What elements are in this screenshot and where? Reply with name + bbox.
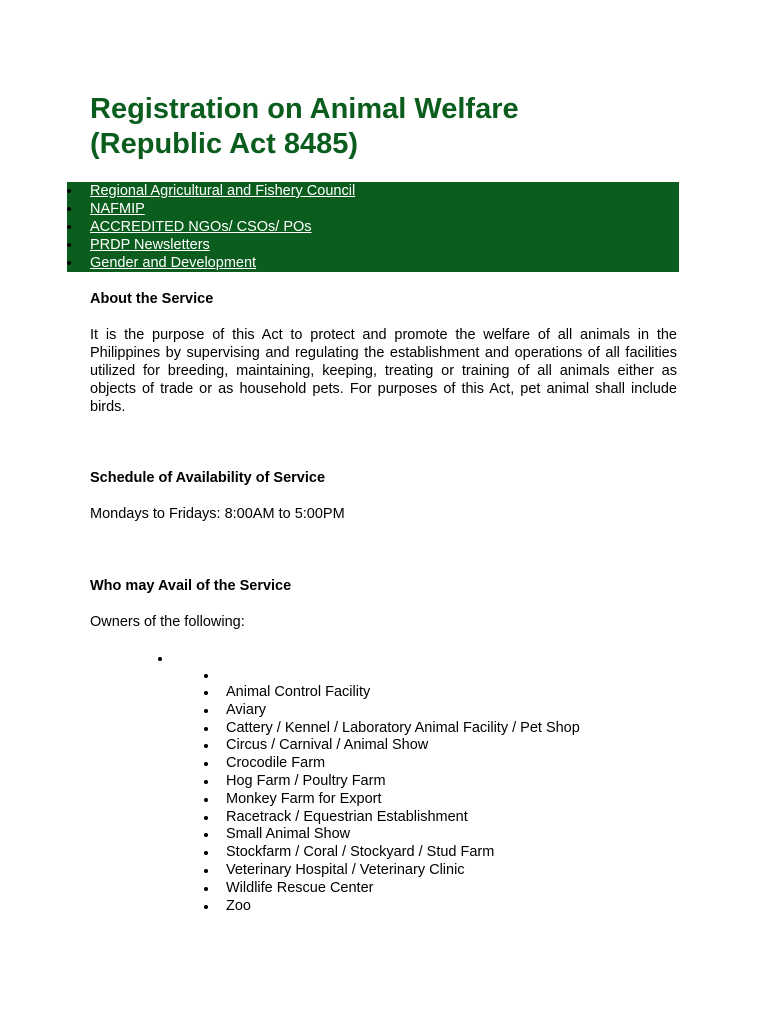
empty-bullet-inner bbox=[204, 674, 208, 678]
nav-item bbox=[67, 182, 679, 200]
list-item: Circus / Carnival / Animal Show bbox=[200, 737, 580, 755]
nav-link-regional-agricultural-council[interactable]: Regional Agricultural and Fishery Council bbox=[90, 183, 356, 199]
about-heading: About the Service bbox=[90, 291, 214, 307]
schedule-heading: Schedule of Availability of Service bbox=[90, 470, 326, 486]
nav-link-nafmip[interactable]: NAFMIP bbox=[90, 201, 145, 217]
nav-item bbox=[67, 254, 679, 272]
list-item: Racetrack / Equestrian Establishment bbox=[200, 809, 580, 827]
list-item: Stockfarm / Coral / Stockyard / Stud Farm bbox=[200, 844, 580, 862]
list-item: Cattery / Kennel / Laboratory Animal Facility / Pet Shop bbox=[200, 720, 580, 738]
list-item: Veterinary Hospital / Veterinary Clinic bbox=[200, 862, 580, 880]
nav-menu bbox=[67, 182, 679, 272]
empty-bullet-outer bbox=[158, 657, 162, 661]
who-heading: Who may Avail of the Service bbox=[90, 578, 292, 594]
list-item: Hog Farm / Poultry Farm bbox=[200, 773, 580, 791]
schedule-paragraph: Mondays to Fridays: 8:00AM to 5:00PM bbox=[90, 506, 345, 522]
list-item: Monkey Farm for Export bbox=[200, 791, 580, 809]
nav-item bbox=[67, 200, 679, 218]
nav-link-prdp-newsletters[interactable]: PRDP Newsletters bbox=[90, 237, 210, 253]
list-item: Animal Control Facility bbox=[200, 684, 580, 702]
list-item: Crocodile Farm bbox=[200, 755, 580, 773]
page-title-line-1: Registration on Animal Welfare bbox=[90, 93, 519, 125]
nav-link-accredited-ngos[interactable]: ACCREDITED NGOs/ CSOs/ POs bbox=[90, 219, 312, 235]
list-item: Zoo bbox=[200, 898, 580, 916]
nav-item bbox=[67, 236, 679, 254]
page-title bbox=[90, 92, 650, 162]
page-title-line-2: (Republic Act 8485) bbox=[90, 128, 359, 160]
about-paragraph: It is the purpose of this Act to protect and promote the welfare of all animals in the Philippines by supervising and regulating the establishment and operations of all facilities utilized for breeding, maintaining, keeping, treating or training of all animals either as objects of trade or as household pets. For purposes of this Act, pet animal shall include birds. bbox=[90, 327, 677, 415]
owners-list bbox=[200, 684, 580, 915]
list-item: Aviary bbox=[200, 702, 580, 720]
list-item: Small Animal Show bbox=[200, 826, 580, 844]
who-paragraph: Owners of the following: bbox=[90, 614, 245, 630]
nav-item bbox=[67, 218, 679, 236]
nav-link-gender-and-development[interactable]: Gender and Development bbox=[90, 255, 257, 271]
list-item: Wildlife Rescue Center bbox=[200, 880, 580, 898]
